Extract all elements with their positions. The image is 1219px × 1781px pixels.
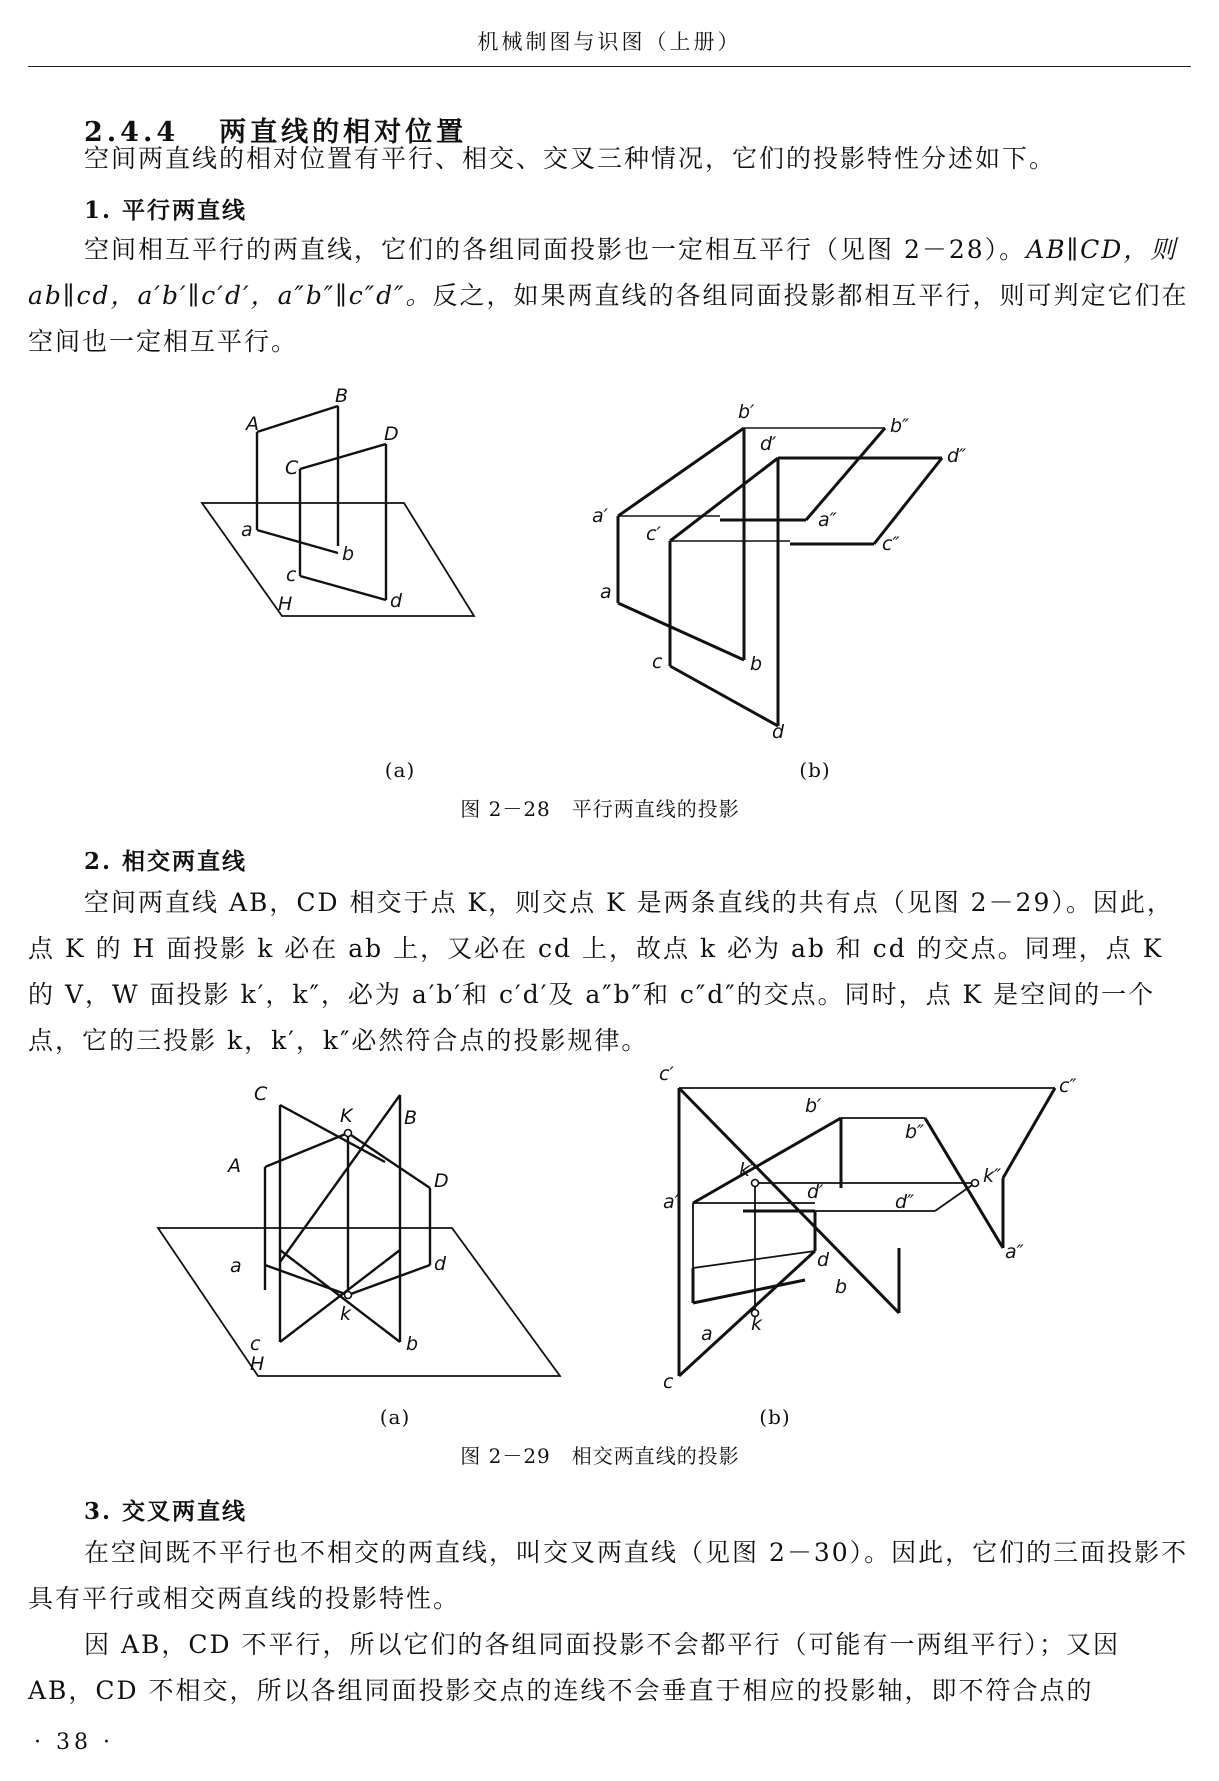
label-B-d: d — [772, 721, 785, 743]
label-B2-c-double: c″ — [1059, 1075, 1077, 1097]
label-B2-a: a — [701, 1323, 713, 1345]
label-B2-b-double: b″ — [905, 1121, 925, 1143]
fig-2-29-subcaption-a: (a) — [379, 1405, 411, 1429]
label-B2-d: d — [817, 1249, 830, 1271]
label-A2-K: K — [340, 1105, 353, 1127]
intro-paragraph: 空间两直线的相对位置有平行、相交、交叉三种情况，它们的投影特性分述如下。 — [84, 144, 1057, 173]
label-B2-a-double: a″ — [1005, 1241, 1024, 1263]
page-number: · 38 · — [34, 1730, 114, 1755]
label-A2-H: H — [250, 1353, 265, 1375]
label-B-b-prime: b′ — [738, 401, 755, 423]
label-A2-C: C — [254, 1083, 268, 1105]
label-A2-a: a — [230, 1255, 242, 1277]
subsection-3-paragraph-2: 因 AB，CD 不平行，所以它们的各组同面投影不会都平行（可能有一两组平行）；又因 AB，CD 不相交，所以各组同面投影交点的连线不会垂直于相应的投影轴，即不符合点的 — [28, 1630, 1120, 1705]
label-B-c-prime: c′ — [646, 523, 661, 545]
subsection-1-text-b: AB∥CD，则 ab∥cd，a′b′∥c′d′，a″b″∥c″d″。 — [28, 235, 1178, 310]
running-header: 机械制图与识图（上册） — [477, 30, 742, 54]
label-B2-b: b — [835, 1276, 848, 1298]
fig-2-28-caption: 图 2－28 平行两直线的投影 — [460, 797, 740, 821]
label-B2-k: k — [751, 1313, 763, 1335]
label-B2-c-prime: c′ — [659, 1063, 674, 1085]
label-B-a: a — [600, 581, 612, 603]
label-B2-k-prime: k′ — [739, 1159, 755, 1181]
label-A-lower-b: b — [342, 543, 355, 565]
figure-2-29b — [655, 1058, 1095, 1398]
label-B2-d-double: d″ — [895, 1191, 915, 1213]
subsection-3-paragraph-1: 在空间既不平行也不相交的两直线，叫交叉两直线（见图 2－30）。因此，它们的三面投影不具有平行或相交两直线的投影特性。 — [28, 1538, 1189, 1613]
label-B2-k-double: k″ — [983, 1165, 1002, 1187]
label-A2-A: A — [228, 1155, 241, 1177]
label-B2-a-prime: a′ — [663, 1191, 679, 1213]
label-A-lower-d: d — [390, 590, 403, 612]
label-A-upper-C: C — [285, 457, 299, 479]
figure-2-28b — [590, 398, 990, 743]
label-A2-B: B — [404, 1107, 418, 1129]
label-A-plane-H: H — [278, 593, 293, 615]
label-A2-b: b — [406, 1333, 419, 1355]
label-A-upper-B: B — [335, 385, 349, 407]
section-number: 2.4.4 — [84, 117, 180, 148]
subsection-2-heading: 2. 相交两直线 — [84, 848, 248, 875]
label-A2-k: k — [340, 1303, 352, 1325]
subsection-1-paragraph — [28, 227, 1191, 365]
label-A-lower-c: c — [286, 564, 297, 586]
label-A2-d: d — [434, 1253, 447, 1275]
section-title: 两直线的相对位置 — [219, 117, 468, 148]
fig-2-29-caption: 图 2－29 相交两直线的投影 — [460, 1444, 740, 1468]
label-A2-D: D — [434, 1170, 449, 1192]
label-B-c-double: c″ — [882, 533, 900, 555]
header-rule — [28, 66, 1191, 67]
subsection-2-paragraph: 空间两直线 AB，CD 相交于点 K，则交点 K 是两条直线的共有点（见图 2－29）。因此，点 K 的 H 面投影 k 必在 ab 上，又必在 cd 上，故点 k 必为 ab 和 cd 的交点。同理，点 K 的 V，W 面投影 k′，k″，必为 a′b′和 c′d′及 a″b″和 c″d″的交点。同时，点 K 是空间的一个点，它的三投影 k，k′，k″必然符合点的投影规律。 — [28, 888, 1174, 1055]
fig-2-28-subcaption-a: (a) — [384, 758, 416, 782]
label-B-a-prime: a′ — [592, 505, 608, 527]
fig-2-28-subcaption-b: (b) — [799, 758, 831, 782]
label-B-b: b — [750, 653, 763, 675]
label-B-b-double: b″ — [890, 415, 910, 437]
label-B2-d-prime: d′ — [807, 1181, 824, 1203]
label-A2-c: c — [250, 1333, 261, 1355]
label-B-a-double: a″ — [818, 509, 837, 531]
label-B2-c: c — [663, 1371, 674, 1393]
label-A-upper-D: D — [384, 423, 399, 445]
label-B-d-double: d″ — [947, 445, 967, 467]
figure-2-28a — [190, 378, 540, 648]
label-B-c: c — [652, 651, 663, 673]
label-B-d-prime: d′ — [760, 433, 777, 455]
subsection-1-text-c: 反之，如果两直线的各组同面投影都相互平行，则可判定它们在空间也一定相互平行。 — [28, 281, 1189, 356]
label-B2-b-prime: b′ — [805, 1095, 822, 1117]
subsection-1-heading: 1. 平行两直线 — [84, 197, 248, 224]
figure-2-29a — [150, 1080, 570, 1385]
subsection-1-text-a: 空间相互平行的两直线，它们的各组同面投影也一定相互平行（见图 2－28）。 — [84, 235, 1027, 264]
subsection-3-heading: 3. 交叉两直线 — [84, 1498, 248, 1525]
label-A-upper: A — [246, 413, 259, 435]
fig-2-29-subcaption-b: (b) — [759, 1405, 791, 1429]
label-A-lower-a: a — [241, 519, 253, 541]
